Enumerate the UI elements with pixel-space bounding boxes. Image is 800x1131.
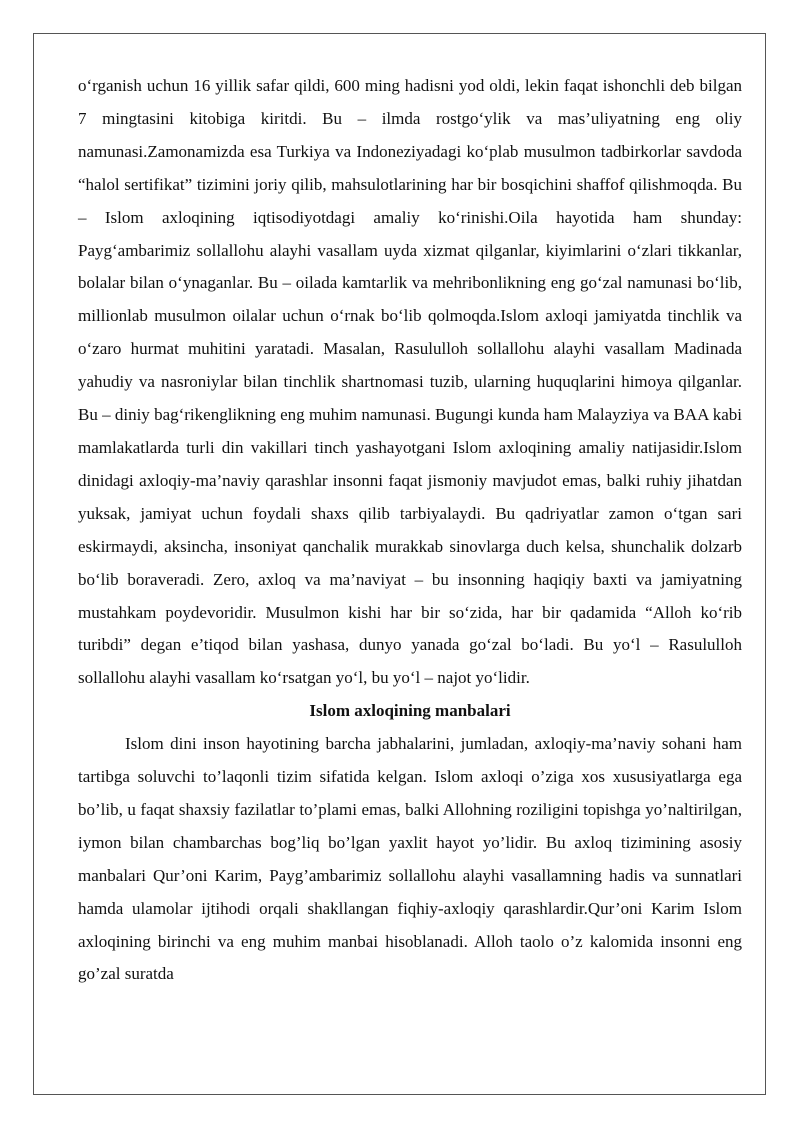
section-heading: Islom axloqining manbalari: [309, 701, 511, 721]
body-paragraph: o‘rganish uchun 16 yillik safar qildi, 600 ming hadisni yod oldi, lekin faqat ishonchli deb bilgan 7 mingtasini kitobiga kiritdi. Bu – ilmda rostgo‘ylik va mas’uliyatning eng oliy namunasi.Zamonamizda esa Turkiya va Indoneziyadagi ko‘plab musulmon tadbirkorlar savdoda “halol sertifikat” tizimini joriy qilib, mahsulotlarining har bir bosqichini shaffof qilishmoqda. Bu – Islom axloqining iqtisodiyotdagi amaliy ko‘rinishi.Oila hayotida ham shunday: Payg‘ambarimiz sollallohu alayhi vasallam uyda xizmat qilganlar, kiyimlarini o‘zlari tikkanlar, bolalar bilan o‘ynaganlar. Bu – oilada kamtarlik va mehribonlikning eng go‘zal namunasi bo‘lib, millionlab musulmon oilalar uchun o‘rnak bo‘lib qolmoqda.Islom axloqi jamiyatda tinchlik va o‘zaro hurmat muhitini yaratadi. Masalan, Rasululloh sollallohu alayhi vasallam Madinada yahudiy va nasroniylar bilan tinchlik shartnomasi tuzib, ularning huquqlarini himoya qilganlar. Bu – diniy bag‘rikenglikning eng muhim namunasi. Bugungi kunda ham Malayziya va BAA kabi mamlakatlarda turli din vakillari tinch yashayotgani Islom axloqining amaliy natijasidir.Islom dinidagi axloqiy-ma’naviy qarashlar insonni faqat jismoniy mavjudot emas, balki ruhiy jihatdan yuksak, jamiyat uchun foydali shaxs qilib tarbiyalaydi. Bu qadriyatlar zamon o‘tgan sari eskirmaydi, aksincha, insoniyat qanchalik murakkab sinovlarga duch kelsa, shunchalik dolzarb bo‘lib boraveradi. Zero, axloq va ma’naviyat – bu insonning haqiqiy baxti va jamiyatning mustahkam poydevoridir. Musulmon kishi har bir so‘zida, har bir qadamida “Alloh ko‘rib turibdi” degan e’tiqod bilan yashasa, dunyo yanada go‘zal bo‘ladi. Bu yo‘l – Rasululloh sollallohu alayhi vasallam ko‘rsatgan yo‘l, bu yo‘l – najot yo‘lidir.: [78, 76, 742, 688]
body-paragraph: Islom dini inson hayotining barcha jabhalarini, jumladan, axloqiy-ma’naviy sohani ham tartibga soluvchi to’laqonli tizim sifatida kelgan. Islom axloqi o’ziga xos xususiyatlarga ega bo’lib, u faqat shaxsiy fazilatlar to’plami emas, balki Allohning roziligini topishga yo’naltirilgan, iymon bilan chambarchas bog’liq bo’lgan yaxlit hayot yo’lidir. Bu axloq tizimining asosiy manbalari Qur’oni Karim, Payg’ambarimiz sollallohu alayhi vasallamning hadis va sunnatlari hamda ulamolar ijtihodi orqali shakllangan fiqhiy-axloqiy qarashlardir.Qur’oni Karim Islom axloqining birinchi va eng muhim manbai hisoblanadi. Alloh taolo o’z kalomida insonni eng go’zal suratda: [78, 734, 742, 984]
document-body: [78, 70, 742, 991]
